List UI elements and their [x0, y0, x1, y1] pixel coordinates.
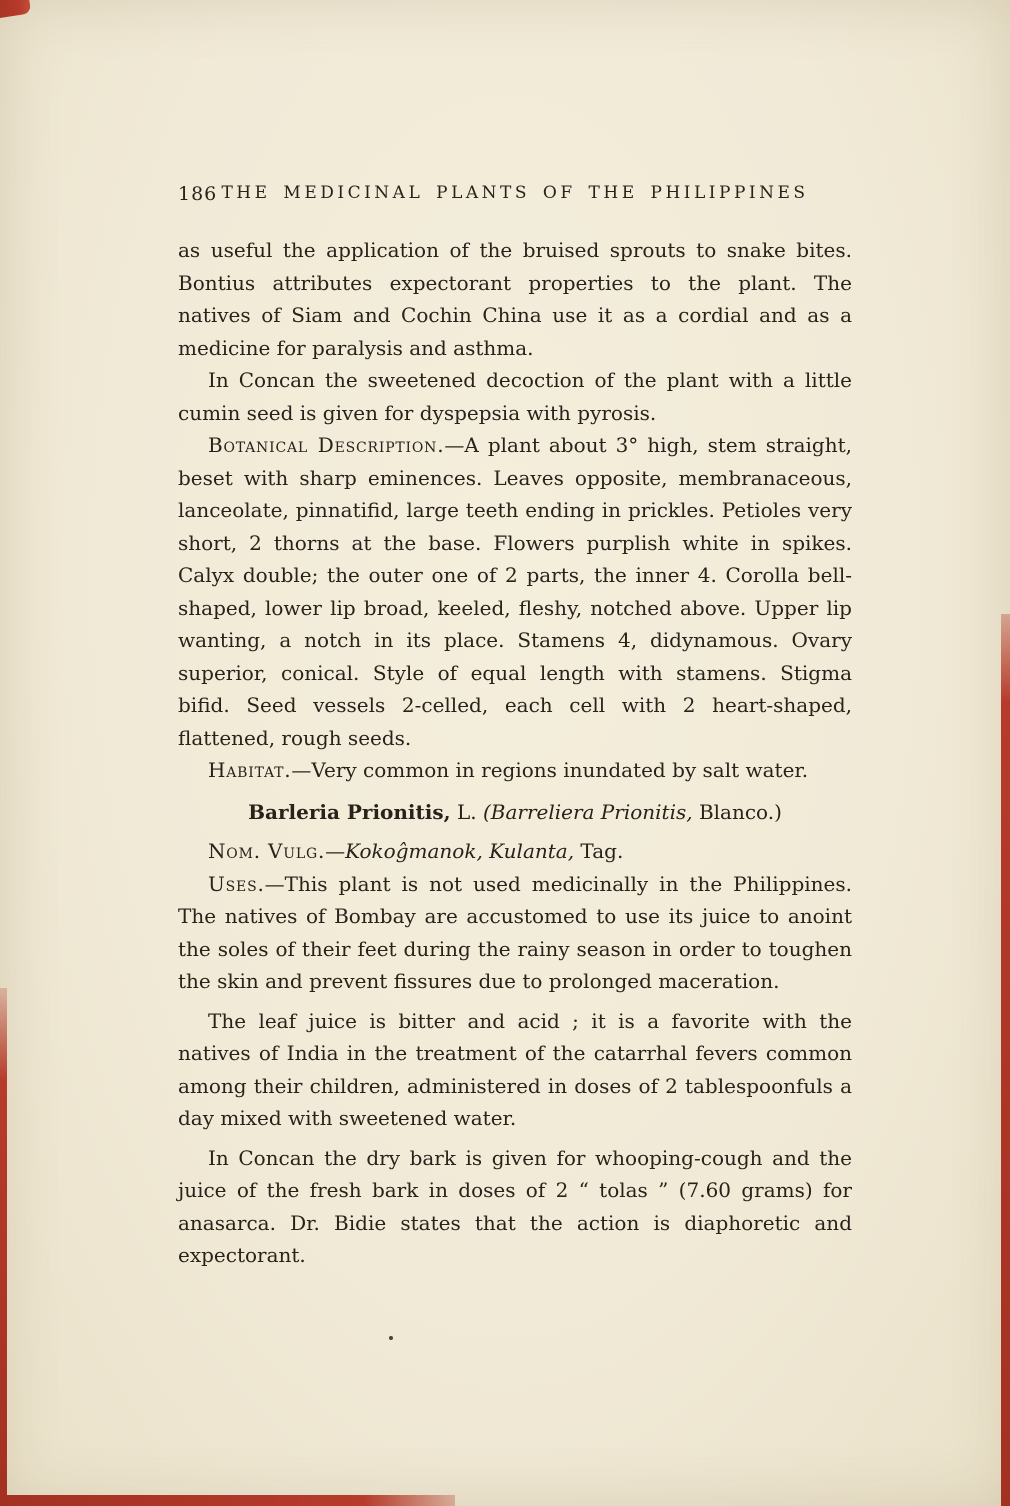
species-heading	[178, 796, 852, 829]
vernacular-names: Kokoĝmanok, Kulanta,	[345, 839, 575, 863]
uses-text: —This plant is not used medicinally in the Philippines. The natives of Bombay are accustomed to use its juice to anoint the soles of their feet during the rainy season in order to toughen the skin and prevent fissures due to prolonged maceration.	[178, 871, 852, 993]
paragraph-nom-vulg	[178, 835, 852, 868]
habitat-text: —Very common in regions inundated by salt water.	[291, 758, 809, 782]
lead-habitat: Habitat.	[208, 758, 292, 782]
vernacular-language: Tag.	[574, 839, 624, 863]
lead-uses: Uses.	[208, 871, 265, 896]
botanical-description-text: —A plant about 3° high, stem straight, beset with sharp eminences. Leaves opposite, membranaceous, lanceolate, pinnatifid, large teeth ending in prickles. Petioles very short, 2 thorns at the base. Flowers purplish white in spikes. Calyx double; the outer one of 2 parts, the inner 4. Corolla bell-shaped, lower lip broad, keeled, fleshy, notched above. Upper lip wanting, a notch in its place. Stamens 4, didynamous. Ovary superior, conical. Style of equal length with stamens. Stigma bifid. Seed vessels 2-celled, each cell with 2 heart-shaped, flattened, rough seeds.	[178, 433, 853, 750]
paragraph-uses	[178, 868, 852, 998]
scan-artifact-red-bottom-edge	[0, 1495, 455, 1506]
species-authority: L.	[450, 799, 483, 824]
page-header	[178, 183, 852, 203]
scan-artifact-red-right-edge	[1001, 614, 1010, 1506]
page-number: 186	[178, 183, 218, 205]
running-title: THE MEDICINAL PLANTS OF THE PHILIPPINES	[221, 183, 809, 203]
lead-nom-vulg: Nom. Vulg.	[208, 839, 326, 863]
species-synonym: (Barreliera Prionitis,	[482, 799, 693, 824]
nom-vulg-dash: —	[325, 839, 346, 863]
lead-botanical-description: Botanical Description.	[208, 433, 445, 457]
page-text	[178, 234, 852, 1272]
paragraph-leaf-juice: The leaf juice is bitter and acid ; it is a favorite with the natives of India in the treatment of the catarrhal fevers common among their children, administered in doses of 2 tablespoonfuls a day mixed with sweetened water.	[178, 1008, 852, 1130]
scan-artifact-red-top-left	[0, 0, 31, 19]
species-synonym-author: Blanco.)	[692, 799, 782, 824]
paragraph-botanical-description	[178, 429, 852, 754]
paragraph-uses-continuation: as useful the application of the bruised sprouts to snake bites. Bontius attributes expectorant properties to the plant. The natives of Siam and Cochin China use it as a cordial and as a medicine for paralysis and asthma.	[178, 238, 852, 360]
paragraph-habitat	[178, 754, 852, 787]
paragraph-concan-decoction: In Concan the sweetened decoction of the plant with a little cumin seed is given for dyspepsia with pyrosis.	[178, 368, 852, 425]
paragraph-dry-bark: In Concan the dry bark is given for whooping-cough and the juice of the fresh bark in doses of 2 “ tolas ” (7.60 grams) for anasarca. Dr. Bidie states that the action is diaphoretic and expectorant.	[178, 1145, 852, 1267]
ink-dot-artifact	[389, 1336, 393, 1340]
species-name: Barleria Prionitis,	[248, 799, 451, 824]
scan-artifact-red-left-edge	[0, 988, 7, 1506]
